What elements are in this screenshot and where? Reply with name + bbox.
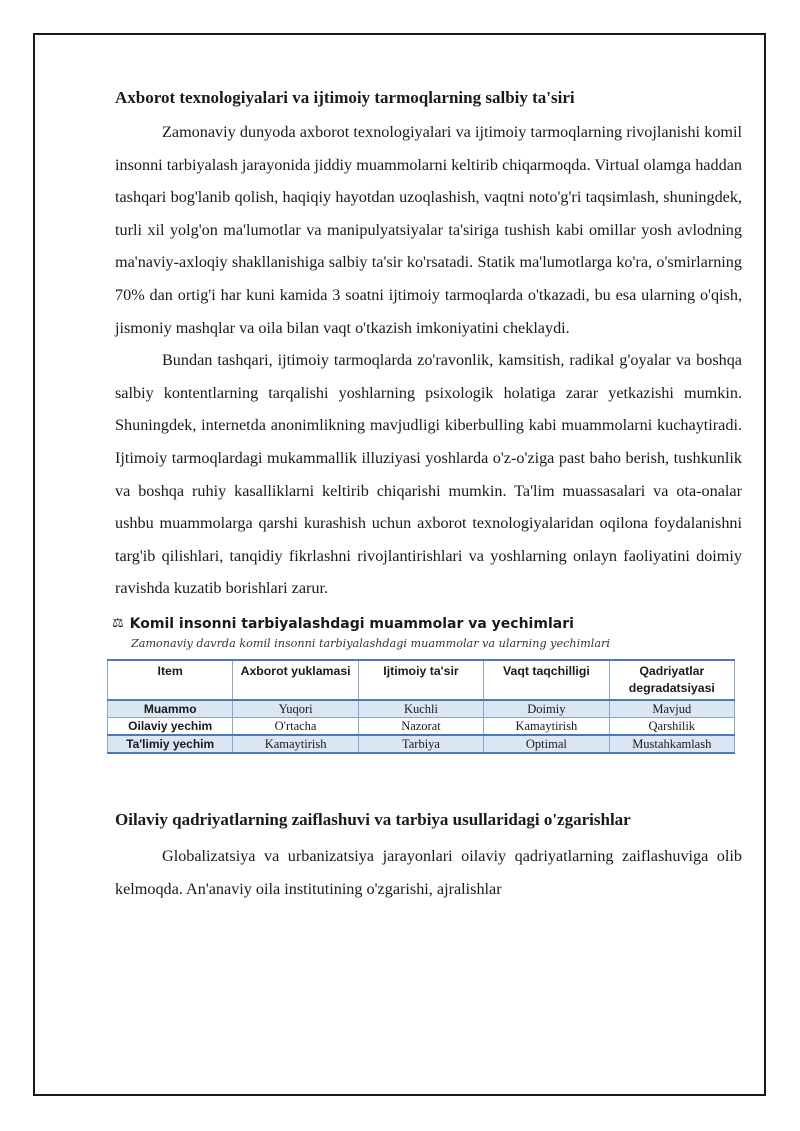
table-cell: Qarshilik: [609, 717, 734, 735]
table-cell: Kuchli: [358, 700, 483, 718]
table-cell: Nazorat: [358, 717, 483, 735]
column-header: Ijtimoiy ta'sir: [358, 660, 483, 700]
column-header: Vaqt taqchilligi: [484, 660, 609, 700]
table-cell: Doimiy: [484, 700, 609, 718]
row-header: Oilaviy yechim: [108, 717, 233, 735]
section-heading: Oilaviy qadriyatlarning zaiflashuvi va tarbiya usullaridagi o'zgarishlar: [115, 809, 631, 829]
column-header: Qadriyatlar degradatsiyasi: [609, 660, 734, 700]
table-row: [108, 735, 735, 753]
table-header-row: [108, 660, 735, 700]
table-row: [108, 717, 735, 735]
table-cell: Mavjud: [609, 700, 734, 718]
table-cell: Mustahkamlash: [609, 735, 734, 753]
row-header: Ta'limiy yechim: [108, 735, 233, 753]
table-row: [108, 700, 735, 718]
table-cell: Kamaytirish: [484, 717, 609, 735]
table-title: [112, 613, 742, 635]
body-paragraph: Globalizatsiya va urbanizatsiya jarayonlari oilaviy qadriyatlarning zaiflashuviga olib kelmoqda. An'anaviy oila institutining o'zgarishi, ajralishlar: [115, 846, 742, 898]
body-paragraph: Zamonaviy dunyoda axborot texnologiyalari va ijtimoiy tarmoqlarning rivojlanishi komil insonni tarbiyalash jarayonida jiddiy muammolarni keltirib chiqarmoqda. Virtual olamga haddan tashqari bog'lanib qolish, haqiqiy hayotdan uzoqlashish, vaqtni noto'g'ri taqsimlash, shuningdek, turli xil yolg'on ma'lumotlar va manipulyatsiyalar ta'siriga tushish kabi omillar yosh avlodning ma'naviy-axloqiy shakllanishiga salbiy ta'sir ko'rsatadi. Statik ma'lumotlarga ko'ra, o'smirlarning 70% dan ortig'i har kuni kamida 3 soatni ijtimoiy tarmoqlarda o'tkazadi, bu esa ularning o'qish, jismoniy mashqlar va oila bilan vaqt o'tkazish imkoniyatini cheklaydi.: [115, 123, 742, 337]
scale-icon: ⚖: [112, 615, 124, 631]
table-cell: Yuqori: [233, 700, 358, 718]
table-caption: Zamonaviy davrda komil insonni tarbiyalashdagi muammolar va ularning yechimlari: [131, 636, 610, 650]
table-cell: Tarbiya: [358, 735, 483, 753]
column-header: Item: [108, 660, 233, 700]
table-title-text: Komil insonni tarbiyalashdagi muammolar va yechimlari: [129, 615, 574, 632]
row-header: Muammo: [108, 700, 233, 718]
data-table: [107, 659, 735, 754]
document-content: [112, 86, 742, 905]
table-cell: Kamaytirish: [233, 735, 358, 753]
table-cell: O'rtacha: [233, 717, 358, 735]
section-heading: Axborot texnologiyalari va ijtimoiy tarmoqlarning salbiy ta'siri: [115, 88, 575, 107]
column-header: Axborot yuklamasi: [233, 660, 358, 700]
table-cell: Optimal: [484, 735, 609, 753]
body-paragraph: Bundan tashqari, ijtimoiy tarmoqlarda zo'ravonlik, kamsitish, radikal g'oyalar va boshqa salbiy kontentlarning tarqalishi yoshlarning psixologik holatiga zarar yetkazishi mumkin. Shuningdek, internetda anonimlikning mavjudligi kiberbulling kabi muammolarni kuchaytiradi. Ijtimoiy tarmoqlardagi mukammallik illuziyasi yoshlarda o'z-o'ziga past baho berish, tushkunlik va boshqa ruhiy kasalliklarni keltirib chiqarishi mumkin. Ta'lim muassasalari va ota-onalar ushbu muammolarga qarshi kurashish uchun axborot texnologiyalaridan oqilona foydalanishni targ'ib qilishlari, tanqidiy fikrlashni rivojlantirishlari va yoshlarning onlayn faoliyatini doimiy ravishda kuzatib borishlari zarur.: [115, 351, 742, 598]
